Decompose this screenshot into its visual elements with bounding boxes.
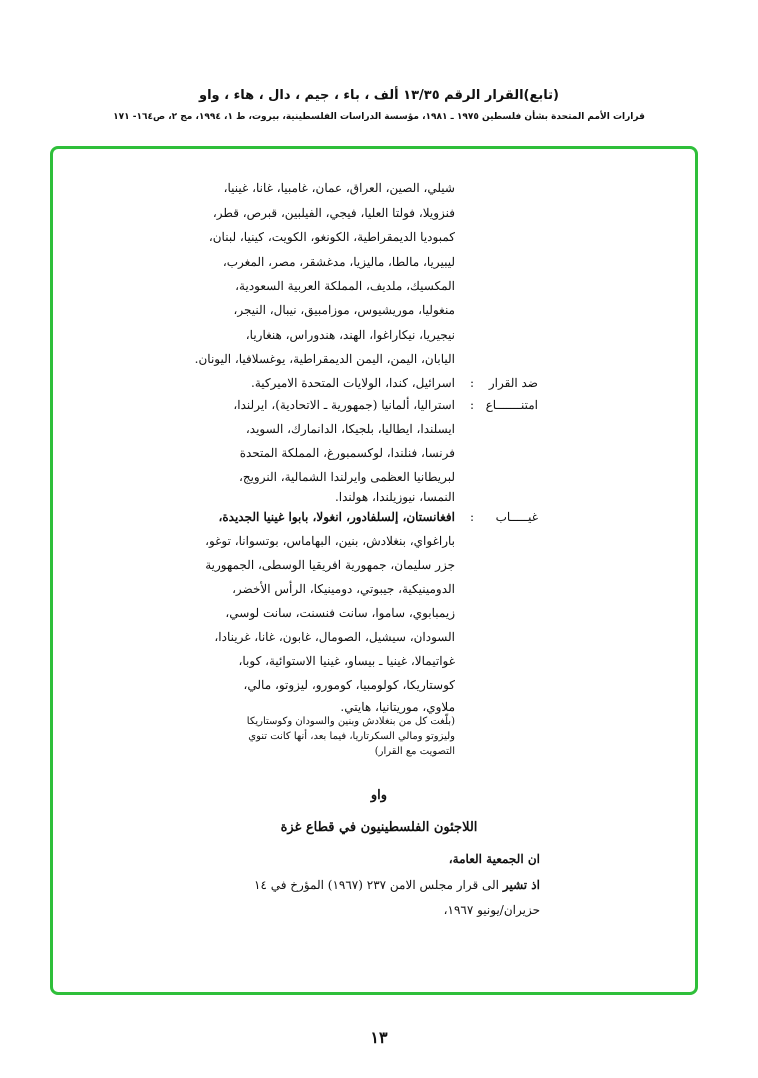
list-item: زيمبابوي، ساموا، سانت فنسنت، سانت لوسي،	[225, 606, 455, 620]
list-item: باراغواي، بنغلادش، بنين، البهاماس، بوتسوانا، توغو،	[205, 534, 455, 548]
lead-word: اذ تشير	[502, 878, 540, 892]
list-item: السودان، سيشيل، الصومال، غابون، غانا، غرينادا،	[214, 630, 455, 644]
header-source: قرارات الأمم المتحدة بشأن فلسطين ١٩٧٥ ـ ١٩٨١، مؤسسة الدراسات الفلسطينية، بيروت، ط ١، ١٩٩٤، مج ٢، ص١٦٤- ١٧١	[113, 112, 645, 122]
note-line: التصويت مع القرار)	[374, 746, 455, 757]
list-item: اليابان، اليمن، اليمن الديمقراطية، يوغسلافيا، اليونان.	[194, 352, 455, 366]
against-colon: :	[469, 376, 474, 390]
section-title: اللاجئون الفلسطينيون في قطاع غزة	[280, 820, 478, 835]
list-item: الدومينيكية، جيبوتي، دومينيكا، الرأس الأخضر،	[232, 582, 455, 596]
list-item: ملاوي، موريتانيا، هايتي.	[340, 700, 455, 714]
note-line: (بلّغت كل من بنغلادش وبنين والسودان وكوستاريكا	[246, 716, 455, 727]
list-item: استراليا، ألمانيا (جمهورية ـ الاتحادية)، ايرلندا،	[233, 398, 455, 412]
list-item: غواتيمالا، غينيا ـ بيساو، غينيا الاستوائية، كوبا،	[238, 654, 455, 668]
note-line: وليزوتو ومالي السكرتاريا، فيما بعد، أنها كانت تنوي	[248, 731, 455, 742]
page-number: ١٣	[370, 1028, 388, 1047]
list-item: نيجيريا، نيكاراغوا، الهند، هندوراس، هنغاريا،	[245, 328, 455, 342]
header-title: (تابع)القرار الرقم ١٣/٣٥ ألف ، باء ، جيم ، دال ، هاء ، واو	[199, 88, 559, 103]
body-line-2: حزيران/يونيو ١٩٦٧،	[443, 903, 540, 917]
list-item: افغانستان، إلسلفادور، انغولا، بابوا غينيا الجديدة،	[218, 510, 455, 524]
list-item: شيلي، الصين، العراق، عمان، غامبيا، غانا، غينيا،	[223, 181, 455, 195]
list-item: لبريطانيا العظمى وايرلندا الشمالية، النرويج،	[238, 470, 455, 484]
section-letter: واو	[370, 788, 388, 803]
list-item: ليبيريا، مالطا، ماليزيا، مدغشقر، مصر، المغرب،	[222, 255, 455, 269]
abstain-label: امتنـــــــاع	[485, 398, 538, 412]
against-label: ضد القرار	[488, 376, 538, 390]
list-item: المكسيك، ملديف، المملكة العربية السعودية،	[235, 279, 455, 293]
list-item: كمبوديا الديمقراطية، الكونغو، الكويت، كينيا، لبنان،	[208, 230, 455, 244]
list-item: ايسلندا، ايطاليا، بلجيكا، الدانمارك، السويد،	[245, 422, 455, 436]
absent-colon: :	[469, 510, 474, 524]
list-item: جزر سليمان، جمهورية افريقيا الوسطى، الجمهورية	[205, 558, 455, 572]
list-item: فرنسا، فنلندا، لوكسمبورغ، المملكة المتحدة	[239, 446, 455, 460]
against-text: اسرائيل، كندا، الولايات المتحدة الاميركية.	[251, 376, 455, 390]
abstain-colon: :	[469, 398, 474, 412]
assembly-line: ان الجمعية العامة،	[448, 852, 540, 866]
list-item: فنزويلا، فولتا العليا، فيجي، الفيلبين، قبرص، قطر،	[212, 206, 455, 220]
list-item: منغوليا، موريشيوس، موزامبيق، نيبال، النيجر،	[233, 303, 455, 317]
list-item: النمسا، نيوزيلندا، هولندا.	[334, 490, 455, 504]
body-text: الى قرار مجلس الامن ٢٣٧ (١٩٦٧) المؤرخ في ١٤	[254, 878, 503, 892]
body-line-1	[254, 878, 540, 892]
list-item: كوستاريكا، كولومبيا، كومورو، ليزوتو، مالي،	[243, 678, 455, 692]
absent-label: غيـــــاب	[495, 510, 538, 524]
